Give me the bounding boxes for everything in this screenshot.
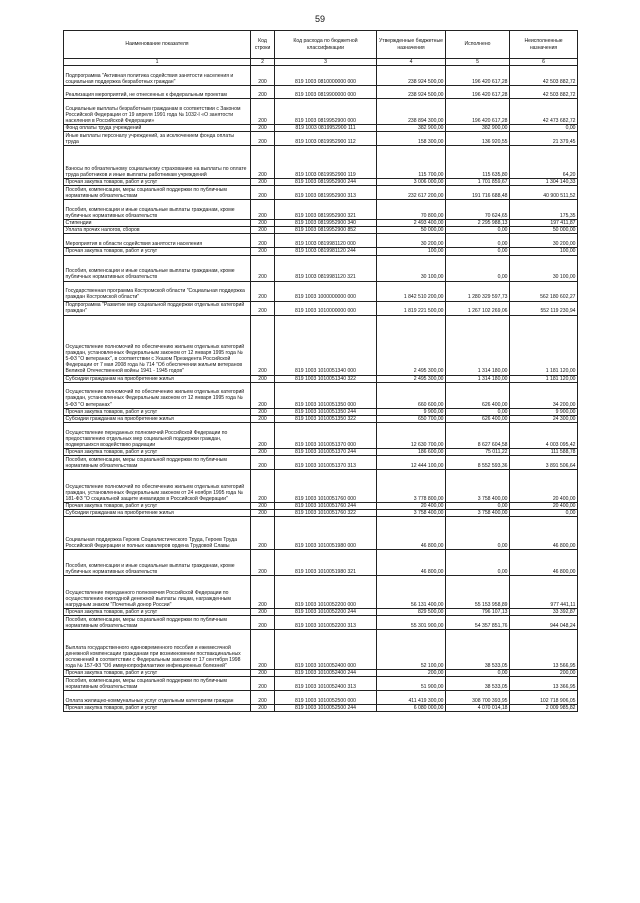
column-number: 3: [275, 59, 377, 66]
row-classification: 819 1003 1010051760 322: [275, 510, 377, 517]
row-code: 200: [251, 408, 275, 415]
row-unexecuted: 13 566,95: [510, 630, 578, 670]
row-name: Осуществление полномочий по обеспечению жильем отдельных категорий граждан, установленных Федеральным законом от 12 января 1995 года № 5-ФЗ "О ветеранах": [64, 382, 251, 408]
row-code: 200: [251, 255, 275, 281]
table-row: [64, 66, 578, 86]
row-classification: 819 1003 1010052200 000: [275, 576, 377, 609]
table-row: [64, 448, 578, 455]
header-code: Код строки: [251, 31, 275, 59]
row-classification: 819 1003 1000000000 000: [275, 281, 377, 301]
row-executed: 136 920,55: [446, 132, 510, 146]
row-unexecuted: 13 366,95: [510, 677, 578, 691]
row-code: 200: [251, 281, 275, 301]
row-code: 200: [251, 248, 275, 255]
row-classification: 819 1003 1010051370 313: [275, 455, 377, 469]
row-code: 200: [251, 301, 275, 315]
row-unexecuted: 50 000,00: [510, 227, 578, 234]
row-code: 200: [251, 220, 275, 227]
column-number: 5: [446, 59, 510, 66]
row-name: Государственная программа Костромской области "Социальная поддержка граждан Костромской области": [64, 281, 251, 301]
row-approved: 3 006 000,00: [377, 179, 446, 186]
row-classification: 819 1003 1010052200 313: [275, 616, 377, 630]
row-name: Прочая закупка товаров, работ и услуг: [64, 609, 251, 616]
row-unexecuted: 2 009 985,82: [510, 705, 578, 712]
row-classification: 819 1003 0819981120 244: [275, 248, 377, 255]
row-name: Прочая закупка товаров, работ и услуг: [64, 502, 251, 509]
row-name: Осуществление переданного полномочия Российской Федерации по осуществлению ежегодной денежной выплаты лицам, награжденным нагрудным знаком "Почетный донор России": [64, 576, 251, 609]
row-code: 200: [251, 99, 275, 125]
budget-execution-table: [63, 30, 578, 712]
row-executed: 0,00: [446, 234, 510, 248]
table-row: [64, 691, 578, 705]
row-code: 200: [251, 705, 275, 712]
table-row: [64, 510, 578, 517]
row-classification: 819 1003 1010051340 322: [275, 375, 377, 382]
row-unexecuted: 40 900 511,52: [510, 186, 578, 200]
row-executed: 626 400,00: [446, 382, 510, 408]
row-executed: 55 153 958,89: [446, 576, 510, 609]
row-approved: 186 600,00: [377, 448, 446, 455]
row-approved: 3 778 800,00: [377, 469, 446, 502]
row-classification: 819 1003 1010051370 244: [275, 448, 377, 455]
row-unexecuted: 197 411,87: [510, 220, 578, 227]
row-executed: 626 400,00: [446, 415, 510, 422]
row-name: Прочая закупка товаров, работ и услуг: [64, 248, 251, 255]
row-code: 200: [251, 550, 275, 576]
table-row: [64, 200, 578, 220]
row-unexecuted: 1 181 120,00: [510, 375, 578, 382]
row-executed: 8 627 604,58: [446, 422, 510, 448]
row-executed: 0,00: [446, 550, 510, 576]
row-approved: 829 500,00: [377, 609, 446, 616]
row-unexecuted: 102 718 906,05: [510, 691, 578, 705]
row-approved: 1 842 510 200,00: [377, 281, 446, 301]
column-number-row: [64, 59, 578, 66]
row-name: Прочая закупка товаров, работ и услуг: [64, 705, 251, 712]
row-executed: 0,00: [446, 517, 510, 550]
row-executed: 191 716 688,48: [446, 186, 510, 200]
row-code: 200: [251, 422, 275, 448]
row-classification: 819 1003 0819981120 000: [275, 234, 377, 248]
row-classification: 819 1003 1010051760 244: [275, 502, 377, 509]
table-row: [64, 415, 578, 422]
table-row: [64, 375, 578, 382]
row-name: Пособия, компенсации, меры социальной поддержки по публичным нормативным обязательствам: [64, 616, 251, 630]
row-unexecuted: 111 588,78: [510, 448, 578, 455]
row-classification: 819 1003 1010051760 000: [275, 469, 377, 502]
row-approved: 100,00: [377, 248, 446, 255]
header-approved: Утвержденные бюджетные назначения: [377, 31, 446, 59]
row-classification: 819 1003 1010051350 244: [275, 408, 377, 415]
row-name: Социальная поддержка Героев Социалистического Труда, Героев Труда Российской Федерации и полных кавалеров ордена Трудовой Славы: [64, 517, 251, 550]
row-approved: 12 444 100,00: [377, 455, 446, 469]
table-row: [64, 99, 578, 125]
row-name: Взносы по обязательному социальному страхованию на выплаты по оплате труда работников и иные выплаты работникам учреждений: [64, 146, 251, 179]
row-code: 200: [251, 315, 275, 375]
row-approved: 382 900,00: [377, 125, 446, 132]
row-approved: 238 924 500,00: [377, 86, 446, 99]
row-unexecuted: 4 003 095,42: [510, 422, 578, 448]
row-classification: 819 1003 0819952900 111: [275, 125, 377, 132]
table-row: [64, 220, 578, 227]
row-code: 200: [251, 227, 275, 234]
table-row: [64, 315, 578, 375]
row-approved: 51 900,00: [377, 677, 446, 691]
row-classification: 819 1003 0819981120 321: [275, 255, 377, 281]
row-unexecuted: 977 441,11: [510, 576, 578, 609]
row-executed: 38 533,05: [446, 677, 510, 691]
row-approved: 660 600,00: [377, 382, 446, 408]
table-row: [64, 227, 578, 234]
row-name: Прочая закупка товаров, работ и услуг: [64, 448, 251, 455]
table-row: [64, 146, 578, 179]
row-approved: 30 200,00: [377, 234, 446, 248]
row-executed: 8 552 593,36: [446, 455, 510, 469]
row-executed: 1 267 102 269,06: [446, 301, 510, 315]
table-row: [64, 248, 578, 255]
row-code: 200: [251, 179, 275, 186]
row-name: Субсидии гражданам на приобретение жилья: [64, 415, 251, 422]
row-approved: 9 900,00: [377, 408, 446, 415]
row-name: Пособия, компенсации, меры социальной поддержки по публичным нормативным обязательствам: [64, 455, 251, 469]
row-classification: 819 1003 1010052200 244: [275, 609, 377, 616]
table-row: [64, 179, 578, 186]
row-approved: 52 100,00: [377, 630, 446, 670]
table-row: [64, 677, 578, 691]
row-name: Осуществление полномочий по обеспечению жильем отдельных категорий граждан, установленных Федеральным законом от 12 января 1995 года № 5-ФЗ "О ветеранах", в соответствии с Указом Президента Российской Федерации от 7 мая 2008 года № 714 "Об обеспечении жильем ветеранов Великой Отечественной войны 1941 - 1945 годов": [64, 315, 251, 375]
row-executed: 2 295 988,13: [446, 220, 510, 227]
row-approved: 200,00: [377, 670, 446, 677]
row-classification: 819 1003 1010052400 000: [275, 630, 377, 670]
row-executed: 75 011,22: [446, 448, 510, 455]
row-executed: 70 624,65: [446, 200, 510, 220]
row-executed: 0,00: [446, 502, 510, 509]
row-approved: 56 131 400,00: [377, 576, 446, 609]
row-executed: 196 420 617,28: [446, 86, 510, 99]
row-name: Стипендии: [64, 220, 251, 227]
table-row: [64, 630, 578, 670]
row-executed: 0,00: [446, 670, 510, 677]
table-row: [64, 186, 578, 200]
row-approved: 2 495 300,00: [377, 315, 446, 375]
row-classification: 819 1003 1010051350 322: [275, 415, 377, 422]
row-approved: 238 894 300,00: [377, 99, 446, 125]
row-code: 200: [251, 670, 275, 677]
table-row: [64, 382, 578, 408]
table-row: [64, 301, 578, 315]
row-executed: 1 314 180,00: [446, 315, 510, 375]
row-unexecuted: 100,00: [510, 248, 578, 255]
table-row: [64, 670, 578, 677]
row-unexecuted: 562 180 602,27: [510, 281, 578, 301]
row-code: 200: [251, 448, 275, 455]
row-classification: 819 1003 0819952900 112: [275, 132, 377, 146]
row-executed: 1 701 859,67: [446, 179, 510, 186]
row-approved: 238 924 500,00: [377, 66, 446, 86]
row-executed: 382 900,00: [446, 125, 510, 132]
row-code: 200: [251, 125, 275, 132]
row-executed: 196 420 617,28: [446, 99, 510, 125]
row-approved: 1 819 221 500,00: [377, 301, 446, 315]
row-classification: 819 1003 1010052500 000: [275, 691, 377, 705]
header-name: Наименование показателя: [64, 31, 251, 59]
row-name: Подпрограмма "Развитие мер социальной поддержки отдельных категорий граждан": [64, 301, 251, 315]
column-number: 6: [510, 59, 578, 66]
row-classification: 819 1003 0810000000 000: [275, 66, 377, 86]
row-code: 200: [251, 132, 275, 146]
row-name: Пособия, компенсации, меры социальной поддержки по публичным нормативным обязательствам: [64, 186, 251, 200]
row-name: Подпрограмма "Активная политика содействия занятости населения и социальная поддержка безработных граждан": [64, 66, 251, 86]
row-name: Выплата государственного единовременного пособия и ежемесячной денежной компенсации гражданам при возникновении поствакцинальных осложнений в соответствии с Федеральным законом от 17 сентября 1998 года № 157-ФЗ "Об иммунопрофилактике инфекционных болезней": [64, 630, 251, 670]
row-approved: 411 419 300,00: [377, 691, 446, 705]
row-name: Оплата жилищно-коммунальных услуг отдельным категориям граждан: [64, 691, 251, 705]
row-approved: 46 800,00: [377, 517, 446, 550]
table-row: [64, 86, 578, 99]
row-code: 200: [251, 146, 275, 179]
table-row: [64, 125, 578, 132]
row-unexecuted: 0,00: [510, 125, 578, 132]
row-executed: 0,00: [446, 248, 510, 255]
row-unexecuted: 46 800,00: [510, 517, 578, 550]
row-approved: 30 100,00: [377, 255, 446, 281]
row-name: Осуществление переданных полномочий Российской Федерации по предоставлению отдельных мер социальной поддержки граждан, подвергшихся воздействию радиации: [64, 422, 251, 448]
row-code: 200: [251, 469, 275, 502]
table-header-row: [64, 31, 578, 59]
row-code: 200: [251, 86, 275, 99]
row-code: 200: [251, 382, 275, 408]
row-executed: 3 758 400,00: [446, 469, 510, 502]
row-classification: 819 1003 0819952900 852: [275, 227, 377, 234]
row-name: Субсидии гражданам на приобретение жилья: [64, 510, 251, 517]
table-row: [64, 422, 578, 448]
header-unexecuted: Неисполненные назначения: [510, 31, 578, 59]
row-executed: 796 107,13: [446, 609, 510, 616]
row-approved: 2 493 400,00: [377, 220, 446, 227]
row-code: 200: [251, 415, 275, 422]
row-name: Прочая закупка товаров, работ и услуг: [64, 179, 251, 186]
row-unexecuted: 1 304 140,33: [510, 179, 578, 186]
row-approved: 50 000,00: [377, 227, 446, 234]
row-code: 200: [251, 616, 275, 630]
table-row: [64, 132, 578, 146]
row-classification: 819 1003 0819900000 000: [275, 86, 377, 99]
row-unexecuted: 30 200,00: [510, 234, 578, 248]
row-executed: 0,00: [446, 255, 510, 281]
table-body: [64, 66, 578, 712]
row-unexecuted: 34 200,00: [510, 382, 578, 408]
row-name: Иные выплаты персоналу учреждений, за исключением фонда оплаты труда: [64, 132, 251, 146]
row-executed: 0,00: [446, 408, 510, 415]
row-code: 200: [251, 200, 275, 220]
row-unexecuted: 20 400,00: [510, 502, 578, 509]
row-classification: 819 1003 0819952900 321: [275, 200, 377, 220]
table-row: [64, 502, 578, 509]
row-name: Пособия, компенсации и иные социальные выплаты гражданам, кроме публичных нормативных обязательств: [64, 200, 251, 220]
row-approved: 12 630 700,00: [377, 422, 446, 448]
column-number: 2: [251, 59, 275, 66]
table-row: [64, 517, 578, 550]
row-approved: 232 617 200,00: [377, 186, 446, 200]
row-unexecuted: 175,35: [510, 200, 578, 220]
row-unexecuted: 21 379,45: [510, 132, 578, 146]
row-classification: 819 1003 1010051340 000: [275, 315, 377, 375]
row-executed: 1 314 180,00: [446, 375, 510, 382]
row-unexecuted: 42 503 882,72: [510, 86, 578, 99]
row-unexecuted: 552 119 230,94: [510, 301, 578, 315]
row-name: Субсидии гражданам на приобретение жилья: [64, 375, 251, 382]
row-name: Пособия, компенсации и иные социальные выплаты гражданам, кроме публичных нормативных обязательств: [64, 550, 251, 576]
row-executed: 4 070 014,18: [446, 705, 510, 712]
row-approved: 115 700,00: [377, 146, 446, 179]
row-classification: 819 1003 0819952900 244: [275, 179, 377, 186]
table-row: [64, 469, 578, 502]
row-name: Реализация мероприятий, не отнесенных к федеральным проектам: [64, 86, 251, 99]
row-executed: 196 420 617,28: [446, 66, 510, 86]
row-code: 200: [251, 455, 275, 469]
row-classification: 819 1003 0819952900 340: [275, 220, 377, 227]
table-row: [64, 576, 578, 609]
row-name: Мероприятия в области содействия занятости населения: [64, 234, 251, 248]
row-code: 200: [251, 502, 275, 509]
row-unexecuted: 0,00: [510, 510, 578, 517]
row-executed: 54 357 851,76: [446, 616, 510, 630]
table-row: [64, 455, 578, 469]
header-executed: Исполнено: [446, 31, 510, 59]
row-classification: 819 1003 0819952900 119: [275, 146, 377, 179]
column-number: 4: [377, 59, 446, 66]
row-name: Пособия, компенсации, меры социальной поддержки по публичным нормативным обязательствам: [64, 677, 251, 691]
row-code: 200: [251, 510, 275, 517]
row-name: Уплата прочих налогов, сборов: [64, 227, 251, 234]
row-name: Фонд оплаты труда учреждений: [64, 125, 251, 132]
row-approved: 2 495 300,00: [377, 375, 446, 382]
row-classification: 819 1003 1010051370 000: [275, 422, 377, 448]
row-code: 200: [251, 630, 275, 670]
table-row: [64, 234, 578, 248]
row-approved: 20 400,00: [377, 502, 446, 509]
page-number: 59: [314, 14, 325, 24]
table-row: [64, 408, 578, 415]
row-executed: 38 533,05: [446, 630, 510, 670]
row-unexecuted: 9 900,00: [510, 408, 578, 415]
row-approved: 70 800,00: [377, 200, 446, 220]
row-code: 200: [251, 691, 275, 705]
row-name: Социальные выплаты безработным гражданам в соответствии с Законом Российской Федерации от 19 апреля 1991 года № 1032-I «О занятости населения в Российской Федерации»: [64, 99, 251, 125]
column-number: 1: [64, 59, 251, 66]
row-code: 200: [251, 517, 275, 550]
row-classification: 819 1003 1010051980 321: [275, 550, 377, 576]
row-approved: 46 800,00: [377, 550, 446, 576]
row-code: 200: [251, 186, 275, 200]
row-code: 200: [251, 66, 275, 86]
row-classification: 819 1003 1010052500 244: [275, 705, 377, 712]
row-unexecuted: 46 800,00: [510, 550, 578, 576]
row-code: 200: [251, 375, 275, 382]
row-classification: 819 1003 0819952900 313: [275, 186, 377, 200]
row-unexecuted: 30 100,00: [510, 255, 578, 281]
row-classification: 819 1003 1010051980 000: [275, 517, 377, 550]
row-name: Осуществление полномочий по обеспечению жильем отдельных категорий граждан, установленных Федеральным законом от 24 ноября 1995 года № 181-ФЗ "О социальной защите инвалидов в Российской Федерации": [64, 469, 251, 502]
table-row: [64, 705, 578, 712]
row-executed: 308 700 393,95: [446, 691, 510, 705]
row-executed: 3 758 400,00: [446, 510, 510, 517]
row-name: Пособия, компенсации и иные социальные выплаты гражданам, кроме публичных нормативных обязательств: [64, 255, 251, 281]
row-unexecuted: 3 891 506,64: [510, 455, 578, 469]
table-row: [64, 255, 578, 281]
row-code: 200: [251, 609, 275, 616]
header-classification: Код расхода по бюджетной классификации: [275, 31, 377, 59]
row-unexecuted: 944 048,24: [510, 616, 578, 630]
row-approved: 55 301 900,00: [377, 616, 446, 630]
row-approved: 158 300,00: [377, 132, 446, 146]
row-unexecuted: 200,00: [510, 670, 578, 677]
row-name: Прочая закупка товаров, работ и услуг: [64, 408, 251, 415]
row-name: Прочая закупка товаров, работ и услуг: [64, 670, 251, 677]
table-row: [64, 616, 578, 630]
row-classification: 819 1003 1010000000 000: [275, 301, 377, 315]
row-code: 200: [251, 234, 275, 248]
row-classification: 819 1003 1010052400 313: [275, 677, 377, 691]
row-classification: 819 1003 1010051350 000: [275, 382, 377, 408]
row-unexecuted: 24 300,00: [510, 415, 578, 422]
row-unexecuted: 33 392,87: [510, 609, 578, 616]
row-code: 200: [251, 576, 275, 609]
row-unexecuted: 42 503 882,72: [510, 66, 578, 86]
row-unexecuted: 1 181 120,00: [510, 315, 578, 375]
row-unexecuted: 20 400,00: [510, 469, 578, 502]
table-row: [64, 281, 578, 301]
row-code: 200: [251, 677, 275, 691]
row-classification: 819 1003 0819952900 000: [275, 99, 377, 125]
row-approved: 6 080 000,00: [377, 705, 446, 712]
row-unexecuted: 64,20: [510, 146, 578, 179]
row-executed: 115 635,80: [446, 146, 510, 179]
table-row: [64, 609, 578, 616]
row-executed: 1 280 329 597,73: [446, 281, 510, 301]
row-classification: 819 1003 1010052400 244: [275, 670, 377, 677]
table-row: [64, 550, 578, 576]
row-executed: 0,00: [446, 227, 510, 234]
row-unexecuted: 42 473 682,72: [510, 99, 578, 125]
row-approved: 3 758 400,00: [377, 510, 446, 517]
row-approved: 650 700,00: [377, 415, 446, 422]
